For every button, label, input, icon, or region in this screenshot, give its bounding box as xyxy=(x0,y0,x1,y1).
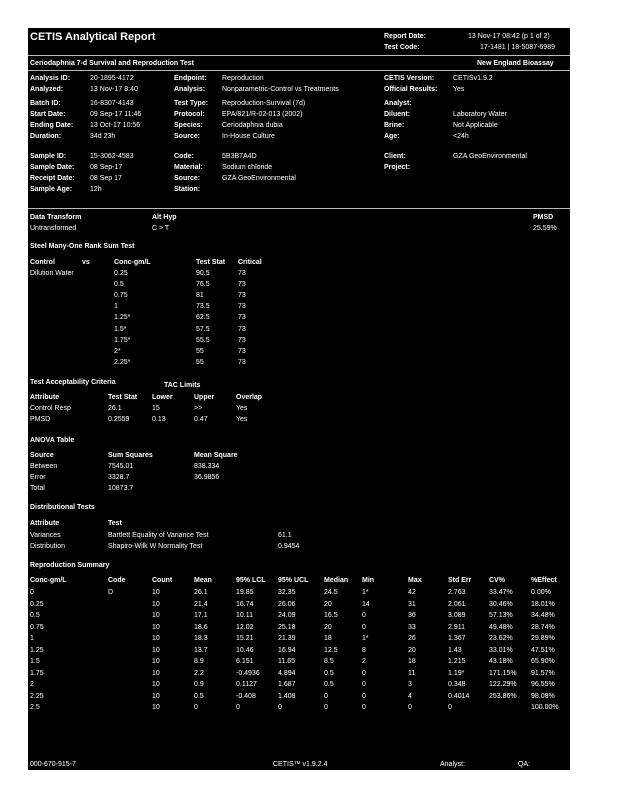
meta-value: EPA/821/R-02-013 (2002) xyxy=(222,111,303,118)
repro-cell: 0 xyxy=(324,692,328,700)
repro-cell: 18 xyxy=(408,658,416,665)
steel-stat: 73.5 xyxy=(196,303,210,311)
repro-cell: 0 xyxy=(194,704,198,711)
repro-cell: 26.1 xyxy=(194,589,208,596)
repro-cell: 0 xyxy=(278,704,282,711)
header-rule xyxy=(28,55,570,56)
steel-conc: 1 xyxy=(114,303,118,311)
tac-header: Test Stat xyxy=(108,394,138,401)
anova-cell: 838.334 xyxy=(194,463,220,470)
steel-conc: 2.25* xyxy=(114,358,131,366)
steel-conc: 1.25* xyxy=(114,314,131,322)
repro-cell: 24.09 xyxy=(278,612,296,619)
repro-header: Code xyxy=(108,577,126,584)
repro-cell: 10 xyxy=(152,704,160,711)
transform-header: Data Transform xyxy=(30,214,82,221)
repro-cell: 10 xyxy=(152,646,160,654)
meta-value: GZA GeoEnvironmental xyxy=(453,153,527,160)
repro-cell: 33.47% xyxy=(489,589,513,596)
tac-header: Attribute xyxy=(30,394,60,401)
anova-cell: 36.9856 xyxy=(194,474,220,481)
repro-cell: 26 xyxy=(408,635,416,642)
repro-cell: 20 xyxy=(324,600,332,608)
repro-header: Median xyxy=(324,577,349,584)
repro-cell: 33 xyxy=(408,623,416,631)
meta-label: Sample Age: xyxy=(30,186,73,193)
repro-cell: 0.5 xyxy=(30,612,40,619)
repro-cell: 42 xyxy=(408,589,416,596)
repro-cell: 2 xyxy=(30,681,34,688)
repro-cell: 1.215 xyxy=(448,658,466,665)
repro-cell: D xyxy=(108,589,114,596)
meta-label: Start Date: xyxy=(30,111,66,118)
meta-label: Analysis: xyxy=(174,86,206,93)
meta-value: 13 Nov-17 8:40 xyxy=(90,86,138,93)
anova-header: Sum Squares xyxy=(108,452,153,459)
anova-title: ANOVA Table xyxy=(30,437,75,444)
repro-cell: 0.4014 xyxy=(448,692,470,700)
repro-cell: 8 xyxy=(362,646,366,654)
repro-cell: 98.08% xyxy=(531,692,555,700)
repro-cell: 2.2 xyxy=(194,669,204,677)
tac-cell: 0.2559 xyxy=(108,416,130,423)
steel-header: vs xyxy=(82,259,90,266)
repro-cell: 10.46 xyxy=(236,646,254,654)
repro-cell: 0.1127 xyxy=(236,681,257,688)
repro-header: Count xyxy=(152,577,173,584)
repro-cell: 0.5 xyxy=(324,681,334,688)
repro-cell: 2.25 xyxy=(30,692,44,700)
steel-critical: 73 xyxy=(238,314,246,322)
meta-value: 12h xyxy=(90,186,102,193)
steel-critical: 73 xyxy=(238,358,246,366)
repro-cell: 0 xyxy=(362,681,366,688)
steel-header: Critical xyxy=(238,259,262,266)
meta-value: Laboratory Water xyxy=(453,111,507,118)
transform-value: 25.59% xyxy=(533,225,557,232)
meta-value: 13 Oct-17 10:56 xyxy=(90,122,141,129)
anova-cell: 3328.7 xyxy=(108,474,130,481)
meta-label: Station: xyxy=(174,186,201,193)
repro-cell: 47.51% xyxy=(531,646,555,654)
repro-cell: 43.18% xyxy=(489,658,513,665)
repro-cell: 29.89% xyxy=(531,635,555,642)
steel-critical: 73 xyxy=(238,270,246,277)
repro-header: Mean xyxy=(194,577,212,584)
repro-cell: 21.39 xyxy=(278,635,296,642)
meta-value: Reproduction-Survival (7d) xyxy=(222,100,306,107)
repro-cell: 96.55% xyxy=(531,681,555,688)
repro-cell: 0.9 xyxy=(194,681,204,688)
repro-cell: 33.01% xyxy=(489,646,513,654)
repro-cell: 13.7 xyxy=(194,646,208,654)
repro-title: Reproduction Summary xyxy=(30,562,110,569)
repro-cell: 1.19* xyxy=(448,669,465,677)
repro-cell: 12.02 xyxy=(236,623,254,631)
repro-header: 95% LCL xyxy=(236,577,266,584)
steel-header: Test Stat xyxy=(196,259,226,266)
tac-cell: >> xyxy=(194,405,203,412)
repro-cell: 25.18 xyxy=(278,623,296,631)
dist-header: Test xyxy=(108,520,122,527)
repro-cell: 20 xyxy=(324,623,332,631)
repro-header: 95% UCL xyxy=(278,577,309,584)
repro-cell: 10 xyxy=(152,658,160,665)
anova-cell: Total xyxy=(30,485,45,492)
repro-cell: 253.86% xyxy=(489,692,517,700)
meta-value: 15-3062-4583 xyxy=(90,153,134,160)
meta-label: Code: xyxy=(174,153,194,160)
repro-cell: 24.5 xyxy=(324,589,338,596)
steel-critical: 73 xyxy=(238,281,246,289)
repro-header: Std Err xyxy=(448,577,472,584)
meta-label: Analyzed: xyxy=(30,86,64,93)
tac-title: Test Acceptability Criteria xyxy=(30,379,116,386)
anova-cell: 10873.7 xyxy=(108,485,134,492)
steel-critical: 73 xyxy=(238,303,246,311)
steel-critical: 73 xyxy=(238,325,246,333)
tac-cell: PMSD xyxy=(30,416,51,423)
repro-cell: 34.48% xyxy=(531,612,555,619)
tac-cell: Control Resp xyxy=(30,405,71,412)
repro-cell: 0 xyxy=(362,704,366,711)
repro-cell: 100.00% xyxy=(531,704,559,711)
meta-label: Species: xyxy=(174,122,203,129)
repro-cell: 1* xyxy=(362,589,369,596)
repro-cell: 10 xyxy=(152,669,160,677)
repro-cell: 4.894 xyxy=(278,669,296,677)
repro-header: CV% xyxy=(489,577,505,584)
steel-conc: 0.75 xyxy=(114,292,128,300)
meta-value: 09 Sep-17 11:46 xyxy=(90,111,142,118)
repro-cell: 1.367 xyxy=(448,635,466,642)
report-date: 13 Nov-17 08:42 (p 1 of 2) xyxy=(468,33,550,40)
footer-analyst: Analyst: xyxy=(440,761,465,768)
meta-label: Duration: xyxy=(30,133,62,140)
repro-cell: 0 xyxy=(362,692,366,700)
repro-cell: 18 xyxy=(324,635,332,642)
repro-cell: 11 xyxy=(408,669,416,677)
footer-qa: QA: xyxy=(518,761,531,768)
dist-cell: Distribution xyxy=(30,543,66,550)
repro-cell: 10 xyxy=(152,635,160,642)
steel-stat: 90.5 xyxy=(196,270,210,277)
meta-label: Client: xyxy=(384,153,406,160)
test-subtitle: Ceriodaphnia 7-d Survival and Reproduction Test xyxy=(30,60,195,67)
meta-value: 20-1895-4172 xyxy=(90,75,134,82)
repro-cell: 0 xyxy=(236,704,240,711)
dist-header: Attribute xyxy=(30,520,60,527)
lab-name: New England Bioassay xyxy=(477,60,554,67)
meta-label: Project: xyxy=(384,164,411,171)
repro-cell: 32.35 xyxy=(278,589,296,596)
meta-rule xyxy=(28,208,570,209)
meta-value: <24h xyxy=(453,133,469,140)
repro-cell: 18.6 xyxy=(194,623,208,631)
repro-cell: 10 xyxy=(152,589,160,596)
anova-cell: 7545.01 xyxy=(108,463,134,470)
repro-cell: 11.65 xyxy=(278,658,295,665)
repro-cell: 20 xyxy=(408,646,416,654)
steel-conc: 1.75* xyxy=(114,336,131,344)
transform-header: PMSD xyxy=(533,214,554,221)
report-title: CETIS Analytical Report xyxy=(30,31,156,43)
repro-cell: 171.15% xyxy=(489,669,517,677)
repro-header: Max xyxy=(408,577,422,584)
repro-cell: 30.46% xyxy=(489,600,513,608)
repro-cell: 0 xyxy=(362,623,366,631)
meta-label: Source: xyxy=(174,175,201,182)
repro-cell: 2.911 xyxy=(448,623,465,631)
steel-critical: 73 xyxy=(238,336,246,344)
tac-header: Overlap xyxy=(236,394,263,401)
meta-label: Protocol: xyxy=(174,111,205,118)
steel-critical: 73 xyxy=(238,292,246,300)
meta-label: Material: xyxy=(174,164,203,171)
meta-value: 34d 23h xyxy=(90,133,116,140)
meta-label: Ending Date: xyxy=(30,122,74,129)
repro-cell: 19.85 xyxy=(236,589,254,596)
steel-conc: 0.25 xyxy=(114,270,128,277)
repro-cell: 18.01% xyxy=(531,600,555,608)
meta-value: Not Applicable xyxy=(453,122,498,129)
tac-cell: 15 xyxy=(152,405,160,412)
steel-stat: 76.5 xyxy=(196,281,210,289)
footer-doc-id: 000-670-915-7 xyxy=(30,761,76,768)
repro-cell: 21.4 xyxy=(194,600,208,608)
repro-cell: 16.94 xyxy=(278,646,296,654)
repro-cell: 0 xyxy=(30,589,34,596)
repro-cell: 18.3 xyxy=(194,635,208,642)
dist-title: Distributional Tests xyxy=(30,504,95,511)
repro-cell: 0.75 xyxy=(30,623,44,631)
repro-cell: 10 xyxy=(152,612,160,619)
repro-cell: 31 xyxy=(408,600,416,608)
repro-cell: 12.5 xyxy=(324,646,338,654)
repro-cell: 10.11 xyxy=(236,612,253,619)
repro-cell: 1.43 xyxy=(448,646,462,654)
repro-cell: 0.5 xyxy=(194,692,204,700)
repro-cell: 10 xyxy=(152,600,160,608)
meta-label: Test Type: xyxy=(174,100,208,107)
repro-cell: 1.25 xyxy=(30,646,44,654)
repro-cell: 14 xyxy=(362,600,370,608)
dist-cell: Bartlett Equality of Variance Test xyxy=(108,532,209,539)
meta-value: 08 Sep-17 xyxy=(90,164,123,171)
steel-conc: 2* xyxy=(114,347,121,355)
steel-stat: 81 xyxy=(196,292,204,300)
repro-cell: 10 xyxy=(152,692,160,700)
meta-label: Official Results: xyxy=(384,86,438,93)
dist-cell: 61.1 xyxy=(278,532,292,539)
repro-cell: 36 xyxy=(408,612,416,619)
meta-label: Age: xyxy=(384,133,400,140)
repro-cell: 0 xyxy=(448,704,452,711)
repro-cell: 122.29% xyxy=(489,681,517,688)
repro-cell: 3 xyxy=(408,681,412,688)
repro-header: Min xyxy=(362,577,375,584)
transform-value: C > T xyxy=(152,225,170,232)
repro-cell: 49.48% xyxy=(489,623,513,631)
steel-stat: 55 xyxy=(196,358,204,366)
repro-cell: 0 xyxy=(408,704,412,711)
repro-cell: 2.763 xyxy=(448,589,466,596)
report-page xyxy=(28,28,570,770)
repro-cell: 1* xyxy=(362,635,369,642)
report-date-label: Report Date: xyxy=(384,33,427,40)
steel-control: Dilution Water xyxy=(30,270,74,277)
steel-critical: 73 xyxy=(238,347,246,355)
dist-cell: 0.9454 xyxy=(278,543,300,550)
meta-value: Sodium chloride xyxy=(222,164,273,171)
repro-cell: 0 xyxy=(362,612,366,619)
repro-cell: 28.74% xyxy=(531,623,555,631)
tac-cell: Yes xyxy=(236,416,248,423)
steel-conc: 1.5* xyxy=(114,325,127,333)
test-code-label: Test Code: xyxy=(384,44,420,51)
steel-header: Control xyxy=(30,259,55,266)
repro-cell: 17.1 xyxy=(194,612,208,619)
tac-cell: 0.13 xyxy=(152,416,166,423)
meta-label: Sample ID: xyxy=(30,153,67,160)
repro-cell: 0.348 xyxy=(448,681,466,688)
tac-cell: 26.1 xyxy=(108,405,122,412)
repro-cell: -0.408 xyxy=(236,692,256,700)
meta-label: Analyst: xyxy=(384,100,412,107)
meta-value: Ceriodaphnia dubia xyxy=(222,122,283,129)
steel-stat: 55.5 xyxy=(196,336,210,344)
repro-cell: 2.5 xyxy=(30,704,40,711)
repro-header: Conc-gm/L xyxy=(30,577,67,584)
steel-title: Steel Many-One Rank Sum Test xyxy=(30,243,135,250)
meta-value: CETISv1.9.2 xyxy=(453,75,493,82)
repro-cell: 3.089 xyxy=(448,612,466,619)
repro-cell: 4 xyxy=(408,692,412,700)
repro-cell: 91.57% xyxy=(531,669,555,677)
steel-stat: 57.5 xyxy=(196,325,210,333)
meta-value: Reproduction xyxy=(222,75,264,82)
repro-cell: 23.62% xyxy=(489,635,513,642)
repro-cell: 6.151 xyxy=(236,658,254,665)
meta-label: Diluent: xyxy=(384,111,411,118)
repro-cell: 8.9 xyxy=(194,658,204,665)
meta-value: Yes xyxy=(453,86,465,93)
repro-cell: 65.90% xyxy=(531,658,555,665)
meta-value: Nonparametric-Control vs Treatments xyxy=(222,86,339,93)
meta-label: Sample Date: xyxy=(30,164,75,171)
repro-cell: 2.061 xyxy=(448,600,466,608)
repro-cell: 2 xyxy=(362,658,366,665)
repro-cell: -0.4936 xyxy=(236,669,260,677)
anova-cell: Error xyxy=(30,474,46,481)
test-code: 17-1481 | 18-5087-6989 xyxy=(480,44,555,51)
repro-cell: 0 xyxy=(362,669,366,677)
repro-cell: 10 xyxy=(152,681,160,688)
steel-header: Conc-gm/L xyxy=(114,259,151,266)
anova-header: Mean Square xyxy=(194,452,238,459)
repro-cell: 1.75 xyxy=(30,669,44,677)
steel-stat: 62.5 xyxy=(196,314,210,322)
meta-value: In-House Culture xyxy=(222,133,275,140)
repro-cell: 57.13% xyxy=(489,612,513,619)
dist-cell: Variances xyxy=(30,532,61,539)
meta-label: Analysis ID: xyxy=(30,75,71,82)
meta-value: 5B3B7A4D xyxy=(222,153,257,160)
repro-cell: 16.74 xyxy=(236,600,254,608)
meta-value: GZA GeoEnvironmental xyxy=(222,175,296,182)
subtitle-rule xyxy=(28,70,570,71)
repro-cell: 8.5 xyxy=(324,658,334,665)
footer-version: CETIS™ v1.9.2.4 xyxy=(273,761,328,768)
transform-value: Untransformed xyxy=(30,225,77,232)
meta-value: 08 Sep 17 xyxy=(90,175,122,182)
anova-header: Source xyxy=(30,452,54,459)
repro-cell: 0.00% xyxy=(531,589,551,596)
transform-header: Alt Hyp xyxy=(152,214,177,221)
repro-cell: 1.5 xyxy=(30,658,40,665)
repro-cell: 1.408 xyxy=(278,692,296,700)
repro-cell: 0.25 xyxy=(30,600,44,608)
steel-stat: 55 xyxy=(196,347,204,355)
dist-cell: Shapiro-Wilk W Normality Test xyxy=(108,543,203,550)
repro-cell: 0.5 xyxy=(324,669,334,677)
meta-label: Endpoint: xyxy=(174,75,207,82)
tac-header: Upper xyxy=(194,394,215,401)
meta-label: Source: xyxy=(174,133,201,140)
repro-cell: 16.5 xyxy=(324,612,338,619)
tac-header: Lower xyxy=(152,394,173,401)
repro-header: %Effect xyxy=(531,577,557,584)
repro-cell: 10 xyxy=(152,623,160,631)
repro-cell: 1 xyxy=(30,635,34,642)
meta-label: Batch ID: xyxy=(30,100,61,107)
meta-label: Receipt Date: xyxy=(30,175,75,182)
tac-cell: 0.47 xyxy=(194,416,208,423)
meta-value: 16-8307-4143 xyxy=(90,100,134,107)
repro-cell: 15.21 xyxy=(236,635,254,642)
anova-cell: Between xyxy=(30,463,58,470)
meta-label: CETIS Version: xyxy=(384,75,435,82)
tac-cell: Yes xyxy=(236,405,248,412)
repro-cell: 1.687 xyxy=(278,681,296,688)
meta-label: Brine: xyxy=(384,122,405,129)
steel-conc: 0.5 xyxy=(114,281,124,289)
repro-cell: 26.06 xyxy=(278,600,296,608)
tac-limits-label: TAC Limits xyxy=(164,382,201,389)
repro-cell: 0 xyxy=(324,704,328,711)
